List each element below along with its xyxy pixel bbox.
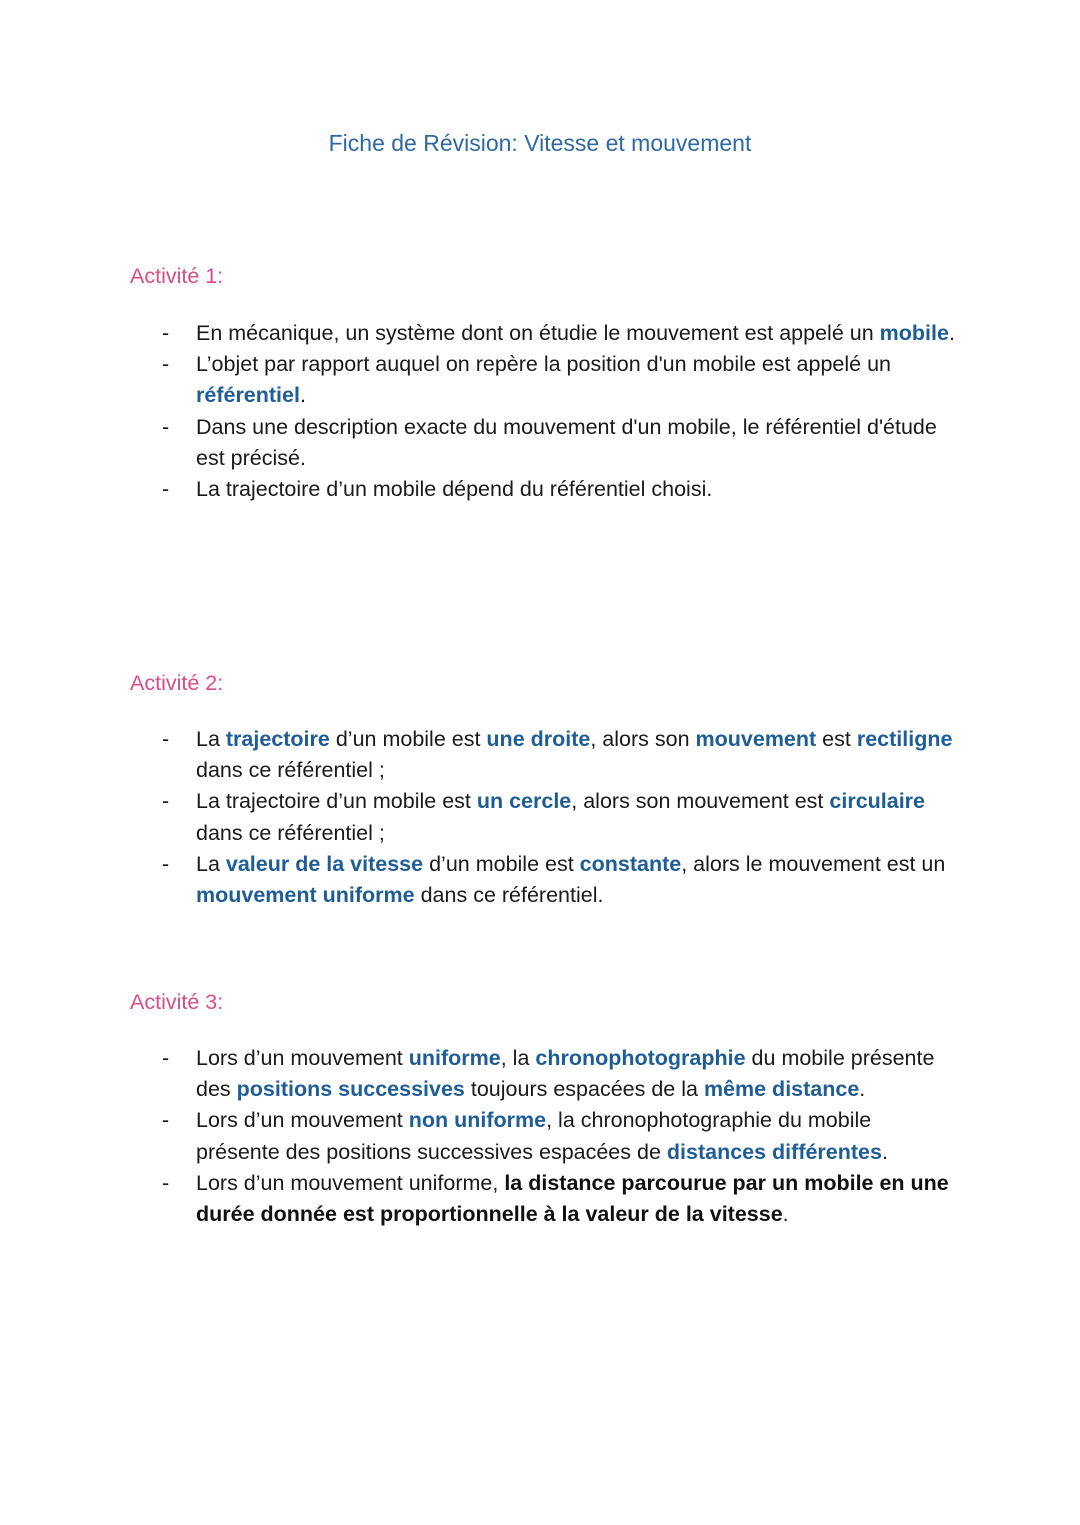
section-heading-activite-3: Activité 3: [130,990,224,1014]
bullet-list-activite-2 [130,724,960,911]
body-text: d’un mobile est [423,851,580,876]
bullet-dash: - [162,477,170,502]
keyword-highlight: positions successives [236,1077,465,1102]
bullet-dash: - [162,1170,170,1195]
bullet-dash: - [162,321,170,345]
keyword-highlight: distances différentes [666,1139,882,1164]
bullet-dash: - [162,1046,170,1070]
list-item [130,786,960,848]
body-text: toujours espacées de la [464,1077,704,1102]
list-item [130,349,960,411]
keyword-highlight: mobile [879,321,949,345]
body-text: La [196,727,226,751]
list-item [130,412,960,474]
keyword-highlight: uniforme [408,1046,501,1070]
keyword-highlight: chronophotographie [535,1046,746,1070]
body-text: dans ce référentiel ; [196,820,385,845]
body-text: dans ce référentiel. [414,883,604,908]
body-text: , alors le mouvement est un [681,851,946,876]
bullet-list-activite-1 [130,318,960,505]
body-text: L’objet par rapport auquel on repère la position d'un mobile est appelé un [196,352,891,377]
list-item [130,1168,960,1230]
body-text: Lors d’un mouvement [196,1108,409,1133]
list-item [130,1105,960,1167]
list-item [130,1043,960,1105]
bullet-dash: - [162,727,170,751]
body-text: La trajectoire d’un mobile est [196,789,477,814]
keyword-highlight: trajectoire [225,727,330,751]
body-text: . [782,1202,789,1227]
body-text: Lors d’un mouvement uniforme, [196,1170,505,1195]
bullet-dash: - [162,1108,170,1133]
keyword-highlight: constante [579,851,682,876]
bullet-list-activite-3 [130,1043,960,1230]
keyword-highlight: un cercle [476,789,572,814]
list-item [130,849,960,911]
bullet-dash: - [162,352,170,377]
page-title: Fiche de Révision: Vitesse et mouvement [328,130,752,156]
body-text: , la [500,1046,536,1070]
keyword-highlight: valeur de la vitesse [225,851,424,876]
body-text: La [196,851,226,876]
body-text: La trajectoire d’un mobile dépend du référentiel choisi. [196,477,713,502]
keyword-highlight: une droite [486,727,591,751]
body-text: d’un mobile est [329,727,487,751]
body-text: Lors d’un mouvement [196,1046,409,1070]
body-text: . [859,1077,866,1102]
keyword-highlight: rectiligne [856,727,953,751]
body-text: . [948,321,955,345]
body-text: . [299,383,306,408]
keyword-highlight: mouvement [695,727,817,751]
section-heading-activite-1: Activité 1: [130,264,224,288]
body-text: Dans une description exacte du mouvement d'un mobile, le référentiel d'étude est précisé. [196,414,937,470]
body-text: , alors son [590,727,696,751]
body-text: En mécanique, un système dont on étudie le mouvement est appelé un [196,321,880,345]
keyword-highlight: circulaire [829,789,926,814]
body-text: dans ce référentiel ; [196,758,385,783]
body-text: est [816,727,857,751]
list-item [130,724,960,786]
bullet-dash: - [162,414,170,439]
body-text: , alors son mouvement est [571,789,830,814]
keyword-highlight: non uniforme [408,1108,547,1133]
bold-text: la distance parcourue par un mobile en une durée donnée est proportionnelle à la valeur de la vitesse [196,1170,949,1227]
body-text: , la chronophotographie du mobile présente des positions successives espacées de [196,1108,872,1164]
bullet-dash: - [162,851,170,876]
bullet-dash: - [162,789,170,814]
body-text: du mobile présente des [196,1046,935,1102]
keyword-highlight: référentiel [196,383,300,408]
keyword-highlight: mouvement uniforme [196,883,415,908]
keyword-highlight: même distance [703,1077,860,1102]
body-text: . [881,1139,888,1164]
list-item [130,474,960,505]
list-item [130,318,960,349]
section-heading-activite-2: Activité 2: [130,671,224,695]
